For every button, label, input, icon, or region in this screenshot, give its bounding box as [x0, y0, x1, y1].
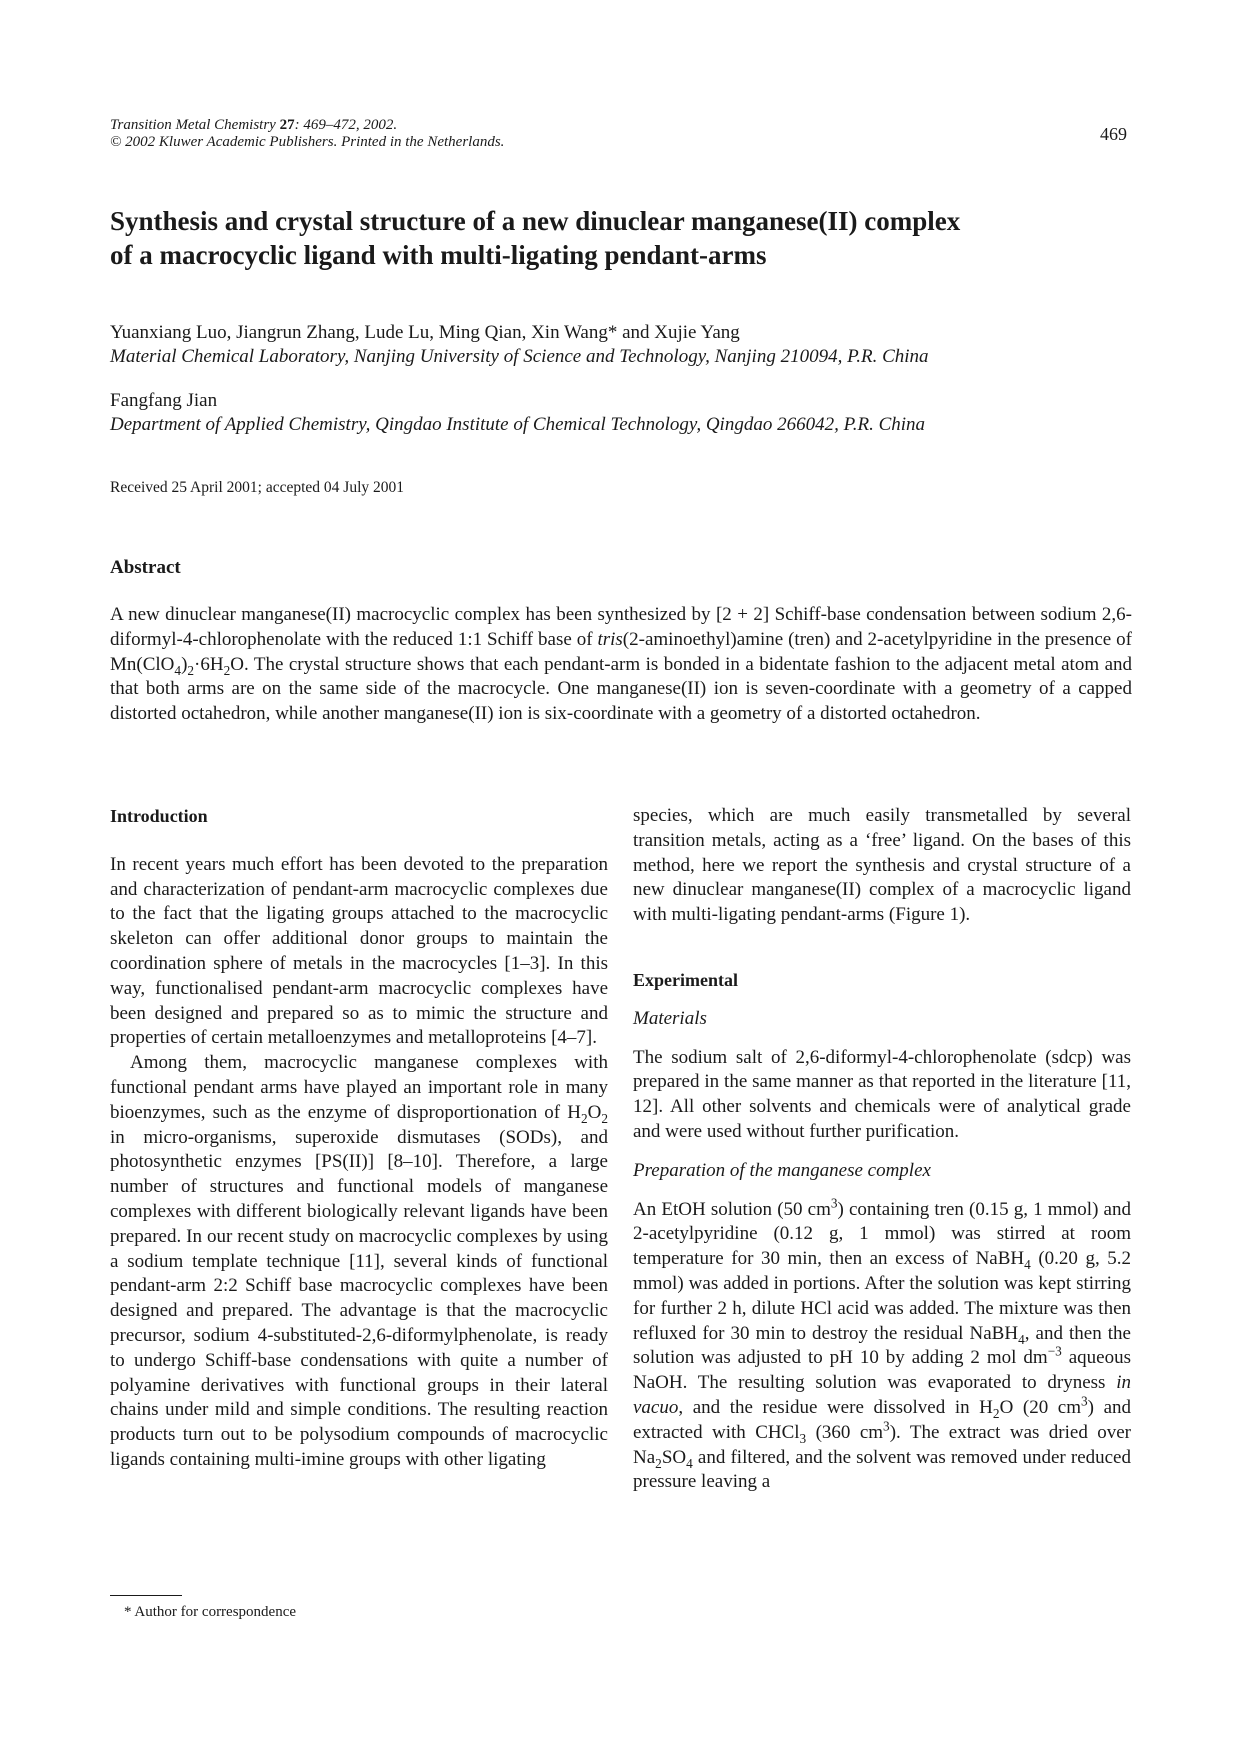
journal-volume: 27: [279, 117, 295, 133]
affiliation-secondary: Department of Applied Chemistry, Qingdao Institute of Chemical Technology, Qingdao 266042, P.R. China: [110, 414, 926, 435]
paper-title: [110, 204, 1140, 272]
title-line-2: of a macrocyclic ligand with multi-ligating pendant-arms: [110, 240, 767, 270]
footnote: * Author for correspondence: [124, 1604, 297, 1620]
abstract-text: A new dinuclear manganese(II) macrocyclic complex has been synthesized by [2 + 2] Schiff-base condensation between sodium 2,6-diformyl-4-chlorophenolate with the reduced 1:1 Schiff base of tris(2-aminoethyl)amine (tren) and 2-acetylpyridine in the presence of $Mn(ClO_4)_2\cdot 6H_2O$. The crystal structure shows that each pendant-arm is bonded in a bidentate fashion to the adjacent metal atom and that both arms are on the same side of the macrocycle. One manganese(II) ion is seven-coordinate with a geometry of a capped distorted octahedron, while another manganese(II) ion is six-coordinate with a geometry of a distorted octahedron.: [110, 604, 1132, 725]
authors-primary: Yuanxiang Luo, Jiangrun Zhang, Lude Lu, Ming Qian, Xin Wang* and Xujie Yang: [110, 322, 740, 343]
received-dates: Received 25 April 2001; accepted 04 July 2001: [110, 479, 405, 496]
author-block: [110, 322, 929, 436]
title-line-1: Synthesis and crystal structure of a new dinuclear manganese(II) complex: [110, 206, 961, 236]
affiliation-primary: Material Chemical Laboratory, Nanjing University of Science and Technology, Nanjing 210094, P.R. China: [110, 346, 929, 367]
right-column: [633, 804, 1131, 1495]
materials-heading: Materials: [633, 1007, 707, 1029]
copyright-line: © 2002 Kluwer Academic Publishers. Printed in the Netherlands.: [110, 134, 505, 150]
footnote-divider: [110, 1595, 182, 1596]
intro-paragraph-2: Among them, macrocyclic manganese complexes with functional pendant arms have played an important role in many bioenzymes, such as the enzyme of disproportionation of $H_2O_2$ in micro-organisms, superoxide dismutases (SODs), and photosynthetic enzymes [PS(II)] [8–10]. Therefore, a large number of structures and functional models of manganese complexes with different biologically relevant ligands have been prepared. In our recent study on macrocyclic complexes by using a sodium template technique [11], several kinds of functional pendant-arm 2:2 Schiff base macrocyclic complexes have been designed and prepared. The advantage is that the macrocyclic precursor, sodium 4-substituted-2,6-diformylphenolate, is ready to undergo Schiff-base condensations with quite a number of polyamine derivatives with functional groups in their lateral chains under mild and simple conditions. The resulting reaction products turn out to be polysodium compounds of macrocyclic ligands containing multi-imine groups with other ligating: [110, 1052, 608, 1470]
left-column: [110, 804, 608, 1473]
intro-paragraph-3: species, which are much easily transmetalled by several transition metals, acting as a ‘free’ ligand. On the bases of this method, here we report the synthesis and crystal structure of a new dinuclear manganese(II) complex of a macrocyclic ligand with multi-ligating pendant-arms (Figure 1).: [633, 805, 1131, 926]
preparation-heading: Preparation of the manganese complex: [633, 1159, 931, 1181]
intro-heading: Introduction: [110, 806, 208, 826]
experimental-heading: Experimental: [633, 969, 738, 990]
preparation-paragraph: An EtOH solution (50 $cm^3$) containing tren (0.15 g, 1 mmol) and 2-acetylpyridine (0.12 g, 1 mmol) was stirred at room temperature for 30 min, then an excess of NaBH$_4$ (0.20 g, 5.2 mmol) was added in portions. After the solution was kept stirring for further 2 h, dilute HCl acid was added. The mixture was then refluxed for 30 min to destroy the residual NaBH$_4$, and then the solution was adjusted to pH 10 by adding 2 mol $dm^{-3}$ aqueous NaOH. The resulting solution was evaporated to dryness in vacuo, and the residue were dissolved in $H_2O$ (20 $cm^3$) and extracted with CHCl$_3$ (360 $cm^3$). The extract was dried over $Na_2SO_4$ and filtered, and the solvent was removed under reduced pressure leaving a: [633, 1195, 1132, 1493]
journal-name: Transition Metal Chemistry: [110, 117, 276, 133]
abstract-heading: Abstract: [110, 557, 181, 578]
authors-secondary: Fangfang Jian: [110, 390, 218, 411]
journal-pages: : 469–472, 2002.: [294, 117, 398, 133]
journal-citation: [110, 117, 504, 151]
page-number: 469: [1100, 124, 1127, 144]
materials-paragraph: The sodium salt of 2,6-diformyl-4-chlorophenolate (sdcp) was prepared in the same manner as that reported in the literature [11, 12]. All other solvents and chemicals were of analytical grade and were used without further purification.: [633, 1046, 1131, 1142]
intro-paragraph-1: In recent years much effort has been devoted to the preparation and characterization of pendant-arm macrocyclic complexes due to the fact that the ligating groups attached to the macrocyclic skeleton can offer additional donor groups to maintain the coordination sphere of metals in the macrocycles [1–3]. In this way, functionalised pendant-arm macrocyclic complexes have been designed and prepared so as to mimic the structure and properties of certain metalloenzymes and metalloproteins [4–7].: [110, 853, 608, 1049]
